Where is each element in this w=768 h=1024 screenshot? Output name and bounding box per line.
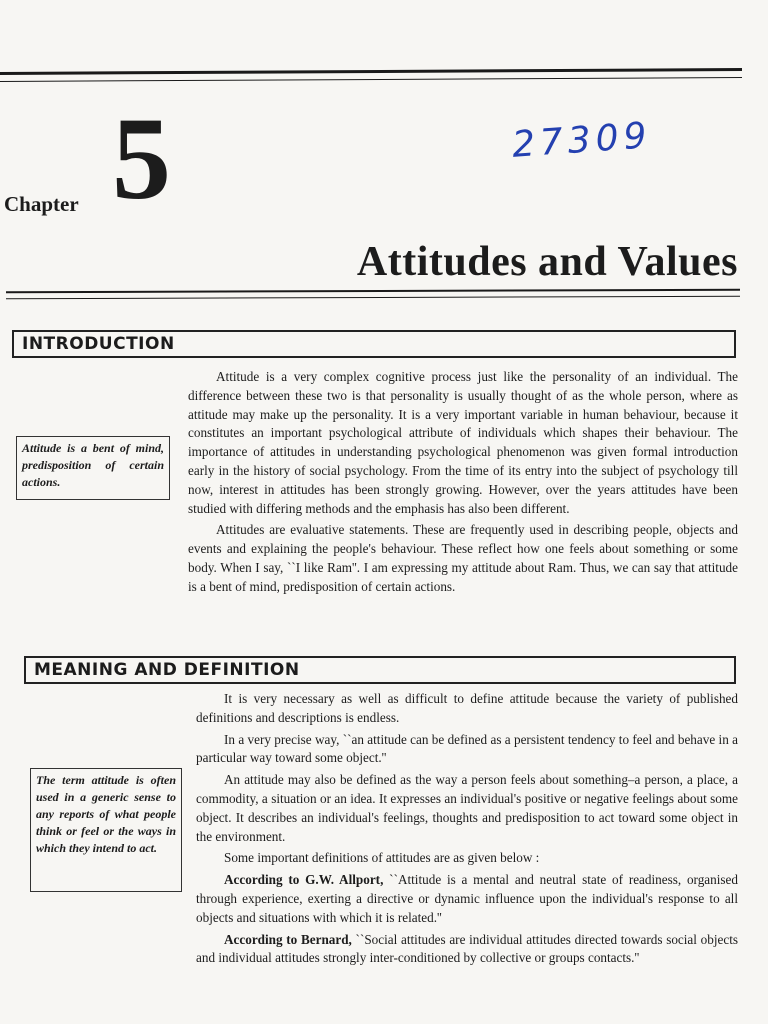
title-rule-thin (6, 296, 740, 300)
top-rule-thin (0, 77, 742, 82)
intro-paragraph: Attitudes are evaluative statements. These are frequently used in describing people, objects and events and explaining the people's behaviour. These reflect how one feels about something or some body. When I say, ``I like Ram''. I am expressing my attitude about Ram. Thus, we can say that attitude is a bent of mind, predisposition of certain actions. (188, 522, 738, 594)
meaning-paragraph: An attitude may also be defined as the way a person feels about something–a person, a place, a commodity, a situation or an idea. It expresses an individual's positive or negative feelings about some object. It describes an individual's feelings, thoughts and predisposition to act toward some object in the environment. (196, 772, 738, 844)
chapter-title: Attitudes and Values (356, 239, 738, 285)
definition-bernard (196, 931, 738, 969)
chapter-number: 5 (112, 93, 169, 224)
introduction-body (188, 368, 738, 597)
meaning-body (196, 690, 738, 968)
introduction-heading: INTRODUCTION (12, 330, 736, 358)
top-rule (0, 68, 742, 75)
intro-paragraph: Attitude is a very complex cognitive process just like the personality of an individual. The difference between these two is that personality is usually thought of as the whole person, where as attitude may make up the personality. It is a very important variable in human behaviour, because it constitutes an important psychological attribute of individuals which shapes their behaviour. The importance of attitudes in understanding psychological phenomenon was given formal introduction early in the history of social psychology. From the time of its entry into the subject of psychology till now, interest in attitudes has been strongly growing. However, over the years attitudes have been studied with differing methods and the emphasis has also been different. (188, 369, 738, 516)
meaning-heading: MEANING AND DEFINITION (24, 656, 736, 684)
definition-label: According to Bernard, (224, 931, 352, 947)
definition-text: ``Attitude is a mental and neutral state of readiness, organised through experience, exerting a directive or dynamic influence upon the individual's response to all objects and situations with which it is related.'' (196, 872, 738, 925)
meaning-sidenote: The term attitude is often used in a generic sense to any reports of what people think or feel or the ways in which they intend to act. (30, 768, 182, 892)
definition-text: ``Social attitudes are individual attitudes directed towards social objects and individual attitudes strongly inter-conditioned by collective or groups contacts.'' (196, 931, 738, 966)
definition-allport (196, 871, 738, 927)
handwritten-note: 27309 (510, 115, 653, 166)
definition-label: According to G.W. Allport, (224, 872, 384, 888)
introduction-sidenote: Attitude is a bent of mind, predisposition of certain actions. (16, 436, 170, 500)
meaning-paragraph: Some important definitions of attitudes are as given below : (224, 850, 540, 866)
meaning-paragraph: In a very precise way, ``an attitude can be defined as a persistent tendency to feel and behave in a particular way toward some object.'' (196, 731, 738, 766)
title-rule (6, 289, 740, 294)
chapter-label: Chapter (4, 192, 79, 216)
meaning-paragraph: It is very necessary as well as difficult to define attitude because the variety of published definitions and descriptions is endless. (196, 691, 738, 725)
